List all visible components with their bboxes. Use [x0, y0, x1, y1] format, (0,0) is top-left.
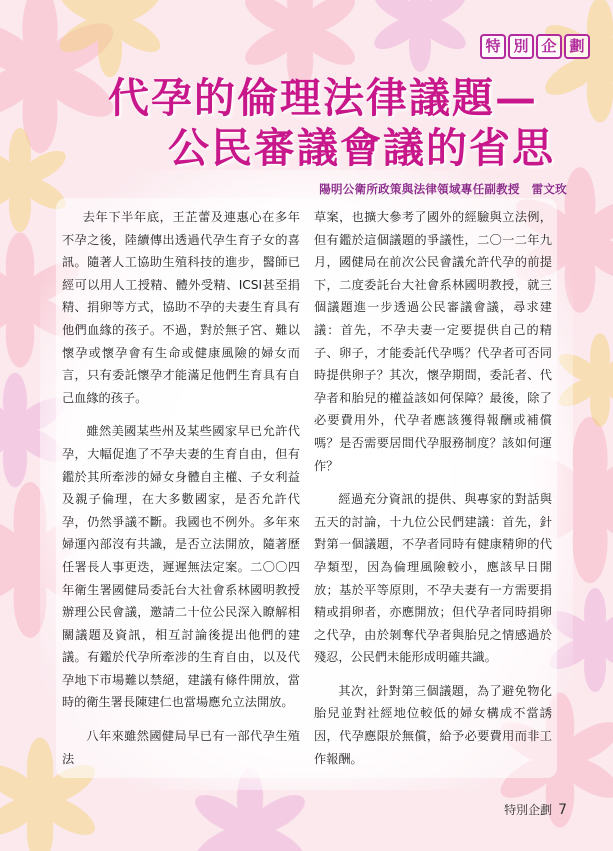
paragraph: 八年來雖然國健局早已有一部代孕生殖法 — [62, 729, 300, 766]
section-tag-char: 別 — [508, 34, 534, 59]
left-column — [62, 206, 300, 781]
page-footer — [504, 801, 567, 818]
section-tag — [480, 34, 590, 59]
footer-section-label: 特別企劃 — [504, 803, 553, 817]
paragraph: 去年下半年底，王芷蕾及連惠心在多年不孕之後，陸續傳出透過代孕生育子女的喜訊。隨著人工協助生殖科技的進步，醫師已經可以用人工授精、體外受精、ICSI甚至捐精、捐卵等方式，協助不孕的夫妻生育具有他們血緣的孩子。不過，對於無子宮、難以懷孕或懷孕會有生命或健康風險的婦女而言，只有委託懷孕才能滿足他們生育具有自己血緣的孩子。 — [62, 210, 300, 405]
page-number: 7 — [558, 802, 567, 818]
section-tag-char: 劃 — [564, 34, 590, 59]
paragraph: 雖然美國某些州及某些國家早已允許代孕，大幅促進了不孕夫妻的生育自由，但有鑑於其所牽涉的婦女身體自主權、子女利益及親子倫理，在大多數國家，是否允許代孕，仍然爭議不斷。我國也不例外。多年來婦運內部沒有共識，是否立法開放，隨著歷任署長人事更迭，遲遲無法定案。二〇〇四年衛生署國健局委託台大社會系林國明教授辦理公民會議，邀請二十位公民深入瞭解相關議題及資訊，相互討論後提出他們的建議。有鑑於代孕所牽涉的生育自由，以及代孕地下市場難以禁絕，建議有條件開放，當時的衛生署長陳建仁也當場應允立法開放。 — [62, 424, 300, 710]
paragraph: 經過充分資訊的提供、與專家的對話與五天的討論，十九位公民們建議：首先，針對第一個議題，不孕者同時有健康精卵的代孕類型，因為倫理風險較小，應該早日開放；基於平等原則，不孕夫妻有一方需要捐精或捐卵者，亦應開放；但代孕者同時捐卵之代孕，由於剝奪代孕者與胎兒之情感過於殘忍，公民們未能形成明確共識。 — [314, 492, 552, 665]
right-column — [314, 206, 552, 781]
section-tag-char: 企 — [536, 34, 562, 59]
paragraph: 其次，針對第三個議題，為了避免物化胎兒並對社經地位較低的婦女構成不當誘因，代孕應限於無償，給予必要費用而非工作報酬。 — [314, 683, 552, 766]
section-tag-char: 特 — [480, 34, 506, 59]
article-title-line1: 代孕的倫理法律議題— — [108, 74, 538, 122]
author-byline: 陽明公衛所政策與法律領域專任副教授 雷文玫 — [319, 182, 567, 196]
paragraph: 草案，也擴大參考了國外的經驗與立法例，但有鑑於這個議題的爭議性，二〇一二年九月，國健局在前次公民會議允許代孕的前提下，二度委託台大社會系林國明教授，就三個議題進一步透過公民審議會議，尋求建議：首先，不孕夫妻一定要提供自己的精子、卵子，才能委託代孕嗎？代孕者可否同時提供卵子？其次，懷孕期間，委託者、代孕者和胎兒的權益該如何保障？最後，除了必要費用外，代孕者應該獲得報酬或補償嗎？是否需要居間代孕服務制度？該如何運作？ — [314, 210, 552, 473]
article-title-line2: 公民審議會議的省思 — [168, 124, 555, 172]
